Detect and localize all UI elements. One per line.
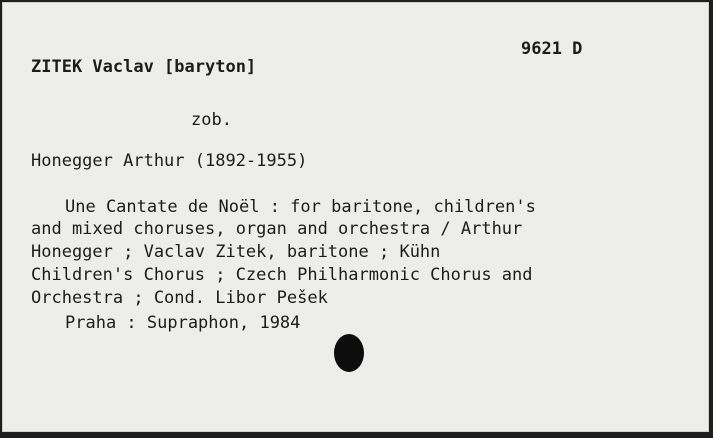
description-line: Honegger ; Vaclav Zitek, baritone ; Kühn — [31, 242, 441, 262]
punch-hole — [334, 334, 364, 372]
call-number: 9621 D — [521, 39, 583, 59]
catalog-card — [2, 2, 709, 432]
description-line: Children's Chorus ; Czech Philharmonic Chorus and — [31, 265, 533, 285]
description-line: Orchestra ; Cond. Libor Pešek — [31, 288, 328, 308]
imprint: Praha : Supraphon, 1984 — [65, 313, 301, 333]
performer-heading: ZITEK Vaclav [baryton] — [31, 57, 257, 77]
role-note: zob. — [191, 110, 232, 130]
composer-heading: Honegger Arthur (1892-1955) — [31, 151, 308, 171]
description-line: Une Cantate de Noël : for baritone, children's — [65, 197, 536, 217]
description-line: and mixed choruses, organ and orchestra / Arthur — [31, 219, 523, 239]
